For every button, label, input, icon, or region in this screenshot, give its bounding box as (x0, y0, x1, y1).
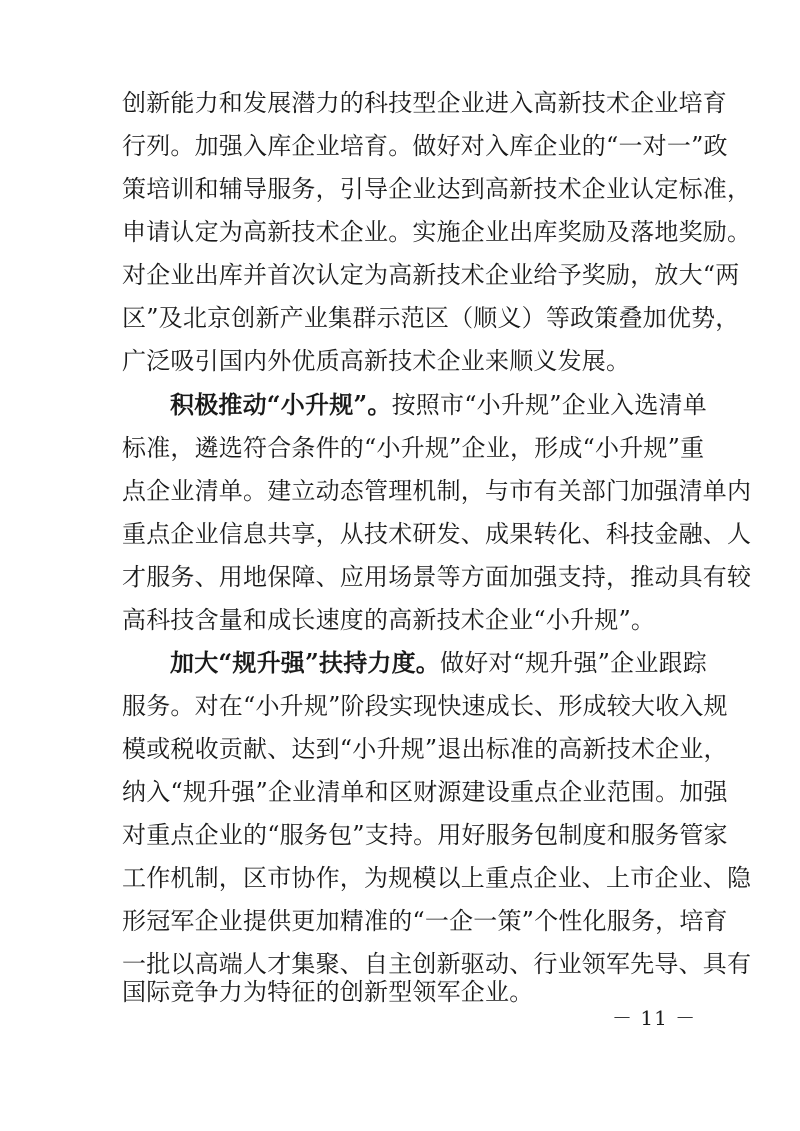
text-line: 重点企业信息共享，从技术研发、成果转化、科技金融、人 (122, 520, 752, 548)
text-line: 模或税收贡献、达到“小升规”退出标准的高新技术企业， (122, 735, 728, 763)
paragraph-first-line (170, 648, 730, 678)
text-line: 纳入“规升强”企业清单和区财源建设重点企业范围。加强 (122, 778, 728, 806)
text-line: 创新能力和发展潜力的科技型企业进入高新技术企业培育 (122, 89, 727, 117)
paragraph-first-line (170, 390, 730, 420)
text-line: 标准，遴选符合条件的“小升规”企业，形成“小升规”重 (122, 434, 705, 462)
text-line: 形冠军企业提供更加精准的“一企一策”个性化服务，培育 (122, 907, 728, 935)
text-line: 申请认定为高新技术企业。实施企业出库奖励及落地奖励。 (122, 218, 752, 246)
text-line: 对重点企业的“服务包”支持。用好服务包制度和服务管家 (122, 821, 728, 849)
text-line: 广泛吸引国内外优质高新技术企业来顺义发展。 (122, 347, 631, 375)
text-line: 高科技含量和成长速度的高新技术企业“小升规”。 (122, 606, 656, 634)
text-line: 才服务、用地保障、应用场景等方面加强支持，推动具有较 (122, 563, 752, 591)
text-line: 国际竞争力为特征的创新型领军企业。 (122, 978, 534, 1006)
paragraph-text: 做好对“规升强”企业跟踪 (440, 649, 707, 677)
text-line: 对企业出库并首次认定为高新技术企业给予奖励，放大“两 (122, 261, 740, 289)
text-line: 行列。加强入库企业培育。做好对入库企业的“一对一”政 (122, 132, 728, 160)
page-number: － 11 － (612, 1006, 697, 1030)
paragraph-text: 按照市“小升规”企业入选清单 (391, 391, 707, 419)
text-line: 服务。对在“小升规”阶段实现快速成长、形成较大收入规 (122, 692, 728, 720)
text-line: 工作机制，区市协作，为规模以上重点企业、上市企业、隐 (122, 864, 752, 892)
text-line: 区”及北京创新产业集群示范区（顺义）等政策叠加优势， (122, 304, 740, 332)
text-line: 点企业清单。建立动态管理机制，与市有关部门加强清单内 (122, 477, 752, 505)
paragraph-heading: 加大“规升强”扶持力度。 (170, 648, 441, 677)
text-line: 一批以高端人才集聚、自主创新驱动、行业领军先导、具有 (122, 950, 752, 978)
paragraph-heading: 积极推动“小升规”。 (170, 390, 392, 419)
text-line: 策培训和辅导服务，引导企业达到高新技术企业认定标准， (122, 175, 752, 203)
